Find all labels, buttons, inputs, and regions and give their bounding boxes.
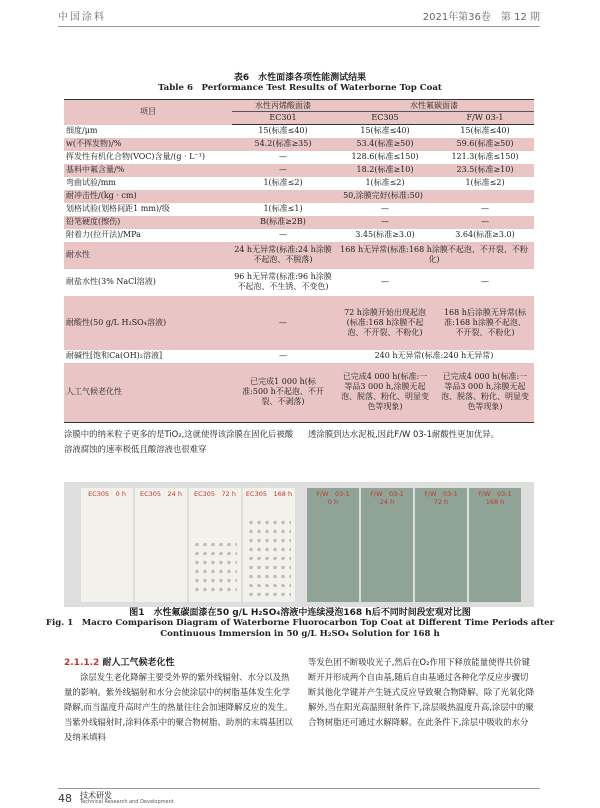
cell: 72 h涂膜开始出现起泡(标准:168 h涂膜不起泡、不开裂、不粉化) — [334, 296, 436, 350]
table-caption-en: Table 6 Performance Test Results of Waterborne Top Coat — [158, 83, 442, 93]
sample-panel-ec305-24h — [135, 488, 187, 602]
cell: 3.64(标准≥3.0) — [436, 229, 534, 242]
paragraph-right: 透涂膜到达水泥板,因此F/W 03-1耐酸性更加优异。 — [308, 429, 500, 439]
cell: — — [232, 229, 334, 242]
table-row — [64, 269, 534, 296]
body-left: 涂层发生老化降解主要受外界的紫外线辐射、水分以及热量的影响。紫外线辐射和水分会使涂层中的树脂基体发生化学降解,而当温度升高时产生的热量往往会加速降解反应的发生。当紫外线辐射时,涂料体系中的聚合物树脂、助剂的末端基团以及纳米填料 — [64, 672, 293, 742]
cell: 1(标准≤1) — [232, 203, 334, 216]
blister-texture — [193, 540, 237, 596]
table-row — [64, 164, 534, 177]
panel-label: EC305 0 h — [88, 490, 126, 498]
cell: B(标准≥2B) — [232, 216, 334, 229]
table-row — [64, 350, 534, 363]
panel-label: F/W 03-1 0 h — [316, 490, 350, 506]
table-row — [64, 216, 534, 229]
cell: — — [436, 216, 534, 229]
table-row — [64, 242, 534, 269]
table-row — [64, 138, 534, 151]
panel-label: EC305 24 h — [139, 490, 182, 498]
panel-label: EC305 72 h — [193, 490, 236, 498]
cell: 已完成4 000 h(标准:一等品3 000 h,涂膜无起泡、脱落、粉化、明显变色等现象) — [436, 363, 534, 423]
cell: 15(标准≤40) — [436, 125, 534, 138]
row-item: 人工气候老化性 — [64, 363, 232, 423]
row-item: 耐酸性(50 g/L H₂SO₄溶液) — [64, 296, 232, 350]
sample-panel-fw-0h — [307, 488, 359, 602]
cell: 168 h后涂膜无异常(标准:168 h涂膜不起泡、不开裂、不粉化) — [436, 296, 534, 350]
panel-label: F/W 03-1 168 h — [478, 490, 512, 506]
header-rule — [58, 26, 540, 27]
cell-merged: 240 h无异常(标准:240 h无异常) — [334, 350, 534, 363]
header-ec301: EC301 — [232, 112, 334, 125]
cell: — — [334, 269, 436, 296]
section-number: 2.1.1.2 — [64, 658, 100, 668]
row-item: 划格试验(划格间距1 mm)/级 — [64, 203, 232, 216]
cell: 1(标准≤2) — [232, 177, 334, 190]
cell: 3.45(标准≥3.0) — [334, 229, 436, 242]
header-fw031: F/W 03-1 — [436, 112, 534, 125]
sample-panel-fw-72h — [415, 488, 467, 602]
cell: 1(标准≤2) — [436, 177, 534, 190]
cell: 15(标准≤40) — [334, 125, 436, 138]
panel-label: F/W 03-1 72 h — [424, 490, 458, 506]
results-table — [64, 99, 534, 423]
figure-caption-cn: 图1 水性氟碳面漆在50 g/L H₂SO₄溶液中连续浸泡168 h后不同时间段宏观对比图 — [129, 608, 471, 618]
cell: — — [232, 350, 334, 363]
cell: 已完成1 000 h(标准:500 h不起泡、不开裂、不剥落) — [232, 363, 334, 423]
row-item: 基料中氟含量/% — [64, 164, 232, 177]
row-item: w(不挥发物)/% — [64, 138, 232, 151]
row-item: 弯曲试验/mm — [64, 177, 232, 190]
sample-panel-ec305-72h — [189, 488, 241, 602]
cell: 24 h无异常(标准:24 h涂膜不起泡、不脱落) — [232, 242, 334, 269]
sample-panel-fw-168h — [469, 488, 521, 602]
sample-panel-fw-24h — [361, 488, 413, 602]
cell: — — [436, 269, 534, 296]
cell: 121.3(标准≤150) — [436, 151, 534, 164]
sample-panel-ec305-168h — [243, 488, 295, 602]
sample-panel-ec305-0h — [81, 488, 133, 602]
footer-section-cn: 技术研发 — [80, 791, 112, 800]
header-fluoro: 水性氟碳面漆 — [334, 100, 534, 112]
cell: 59.6(标准≥50) — [436, 138, 534, 151]
table-row — [64, 203, 534, 216]
journal-name: 中国涂料 — [58, 12, 106, 23]
row-item: 耐冲击性/(kg · cm) — [64, 190, 232, 203]
cell: 已完成4 000 h(标准:一等品3 000 h,涂膜无起泡、脱落、粉化、明显变色等现象) — [334, 363, 436, 423]
cell: — — [232, 164, 334, 177]
section-title: 耐人工气候老化性 — [102, 658, 175, 668]
table-caption-cn: 表6 水性面漆各项性能测试结果 — [233, 73, 367, 83]
cell: — — [232, 296, 334, 350]
table-row — [64, 363, 534, 423]
panel-label: EC305 168 h — [245, 490, 293, 498]
cell: 23.5(标准≥10) — [436, 164, 534, 177]
header-item: 项目 — [64, 100, 232, 125]
cell-merged: 50,涂膜完好(标准:50) — [232, 190, 534, 203]
row-item: 附着力(拉开法)/MPa — [64, 229, 232, 242]
cell: 128.6(标准≤150) — [334, 151, 436, 164]
table-row — [64, 151, 534, 164]
blister-texture — [247, 518, 291, 596]
header-ec305: EC305 — [334, 112, 436, 125]
section-heading — [64, 655, 174, 668]
row-item: 铅笔硬度(擦伤) — [64, 216, 232, 229]
header-acrylic: 水性丙烯酸面漆 — [232, 100, 334, 112]
paragraph-left: 涂膜中的纳米粒子更多的是TiO₂,这就使得该涂膜在固化后被酸溶液腐蚀的速率极低且酸溶液也很难穿 — [64, 429, 294, 454]
figure-caption-en-1: Fig. 1 Macro Comparison Diagram of Waterborne Fluorocarbon Top Coat at Different Time Periods after — [45, 618, 555, 628]
body-right: 等发色团不断吸收光子,然后在O₂作用下释放能量使得共价键断开并形成两个自由基,随后自由基通过各种化学反应步骤切断其他化学键并产生链式反应导致聚合物降解。除了光氧化降解外,当在阳光高温照射条件下,涂层吸热温度升高,涂层中的聚合物树脂还可通过水解降解。在此条件下,涂层中吸收的水分 — [308, 657, 535, 727]
page-number: 48 — [58, 792, 72, 805]
table-row — [64, 125, 534, 138]
issue-info: 2021年第36卷 第 12 期 — [422, 12, 540, 23]
cell: 96 h无异常(标准:96 h涂膜不起泡、不生锈、不变色) — [232, 269, 334, 296]
figure-caption-en-2: Continuous Immersion in 50 g/L H₂SO₄ Solution for 168 h — [160, 629, 440, 639]
cell: — — [334, 203, 436, 216]
cell: — — [232, 151, 334, 164]
row-item: 耐碱性[饱和Ca(OH)₂溶液] — [64, 350, 232, 363]
row-item: 耐水性 — [64, 242, 232, 269]
footer-rule — [58, 788, 540, 789]
footer-section-en: Technical Research and Development — [80, 799, 174, 805]
figure-photos — [64, 482, 534, 607]
cell: 1(标准≤2) — [334, 177, 436, 190]
row-item: 挥发性有机化合物(VOC)含量/(g · L⁻¹) — [64, 151, 232, 164]
row-item: 耐盐水性(3% NaCl溶液) — [64, 269, 232, 296]
cell: — — [436, 203, 534, 216]
cell: 54.2(标准≥35) — [232, 138, 334, 151]
row-item: 细度/μm — [64, 125, 232, 138]
table-row — [64, 190, 534, 203]
cell: — — [334, 216, 436, 229]
cell: 18.2(标准≥10) — [334, 164, 436, 177]
table-row — [64, 229, 534, 242]
cell: 53.4(标准≥50) — [334, 138, 436, 151]
panel-label: F/W 03-1 24 h — [370, 490, 404, 506]
cell: 15(标准≤40) — [232, 125, 334, 138]
table-row — [64, 296, 534, 350]
cell-merged: 168 h无异常(标准:168 h涂膜不起泡、不开裂、不粉化) — [334, 242, 534, 269]
table-row — [64, 177, 534, 190]
